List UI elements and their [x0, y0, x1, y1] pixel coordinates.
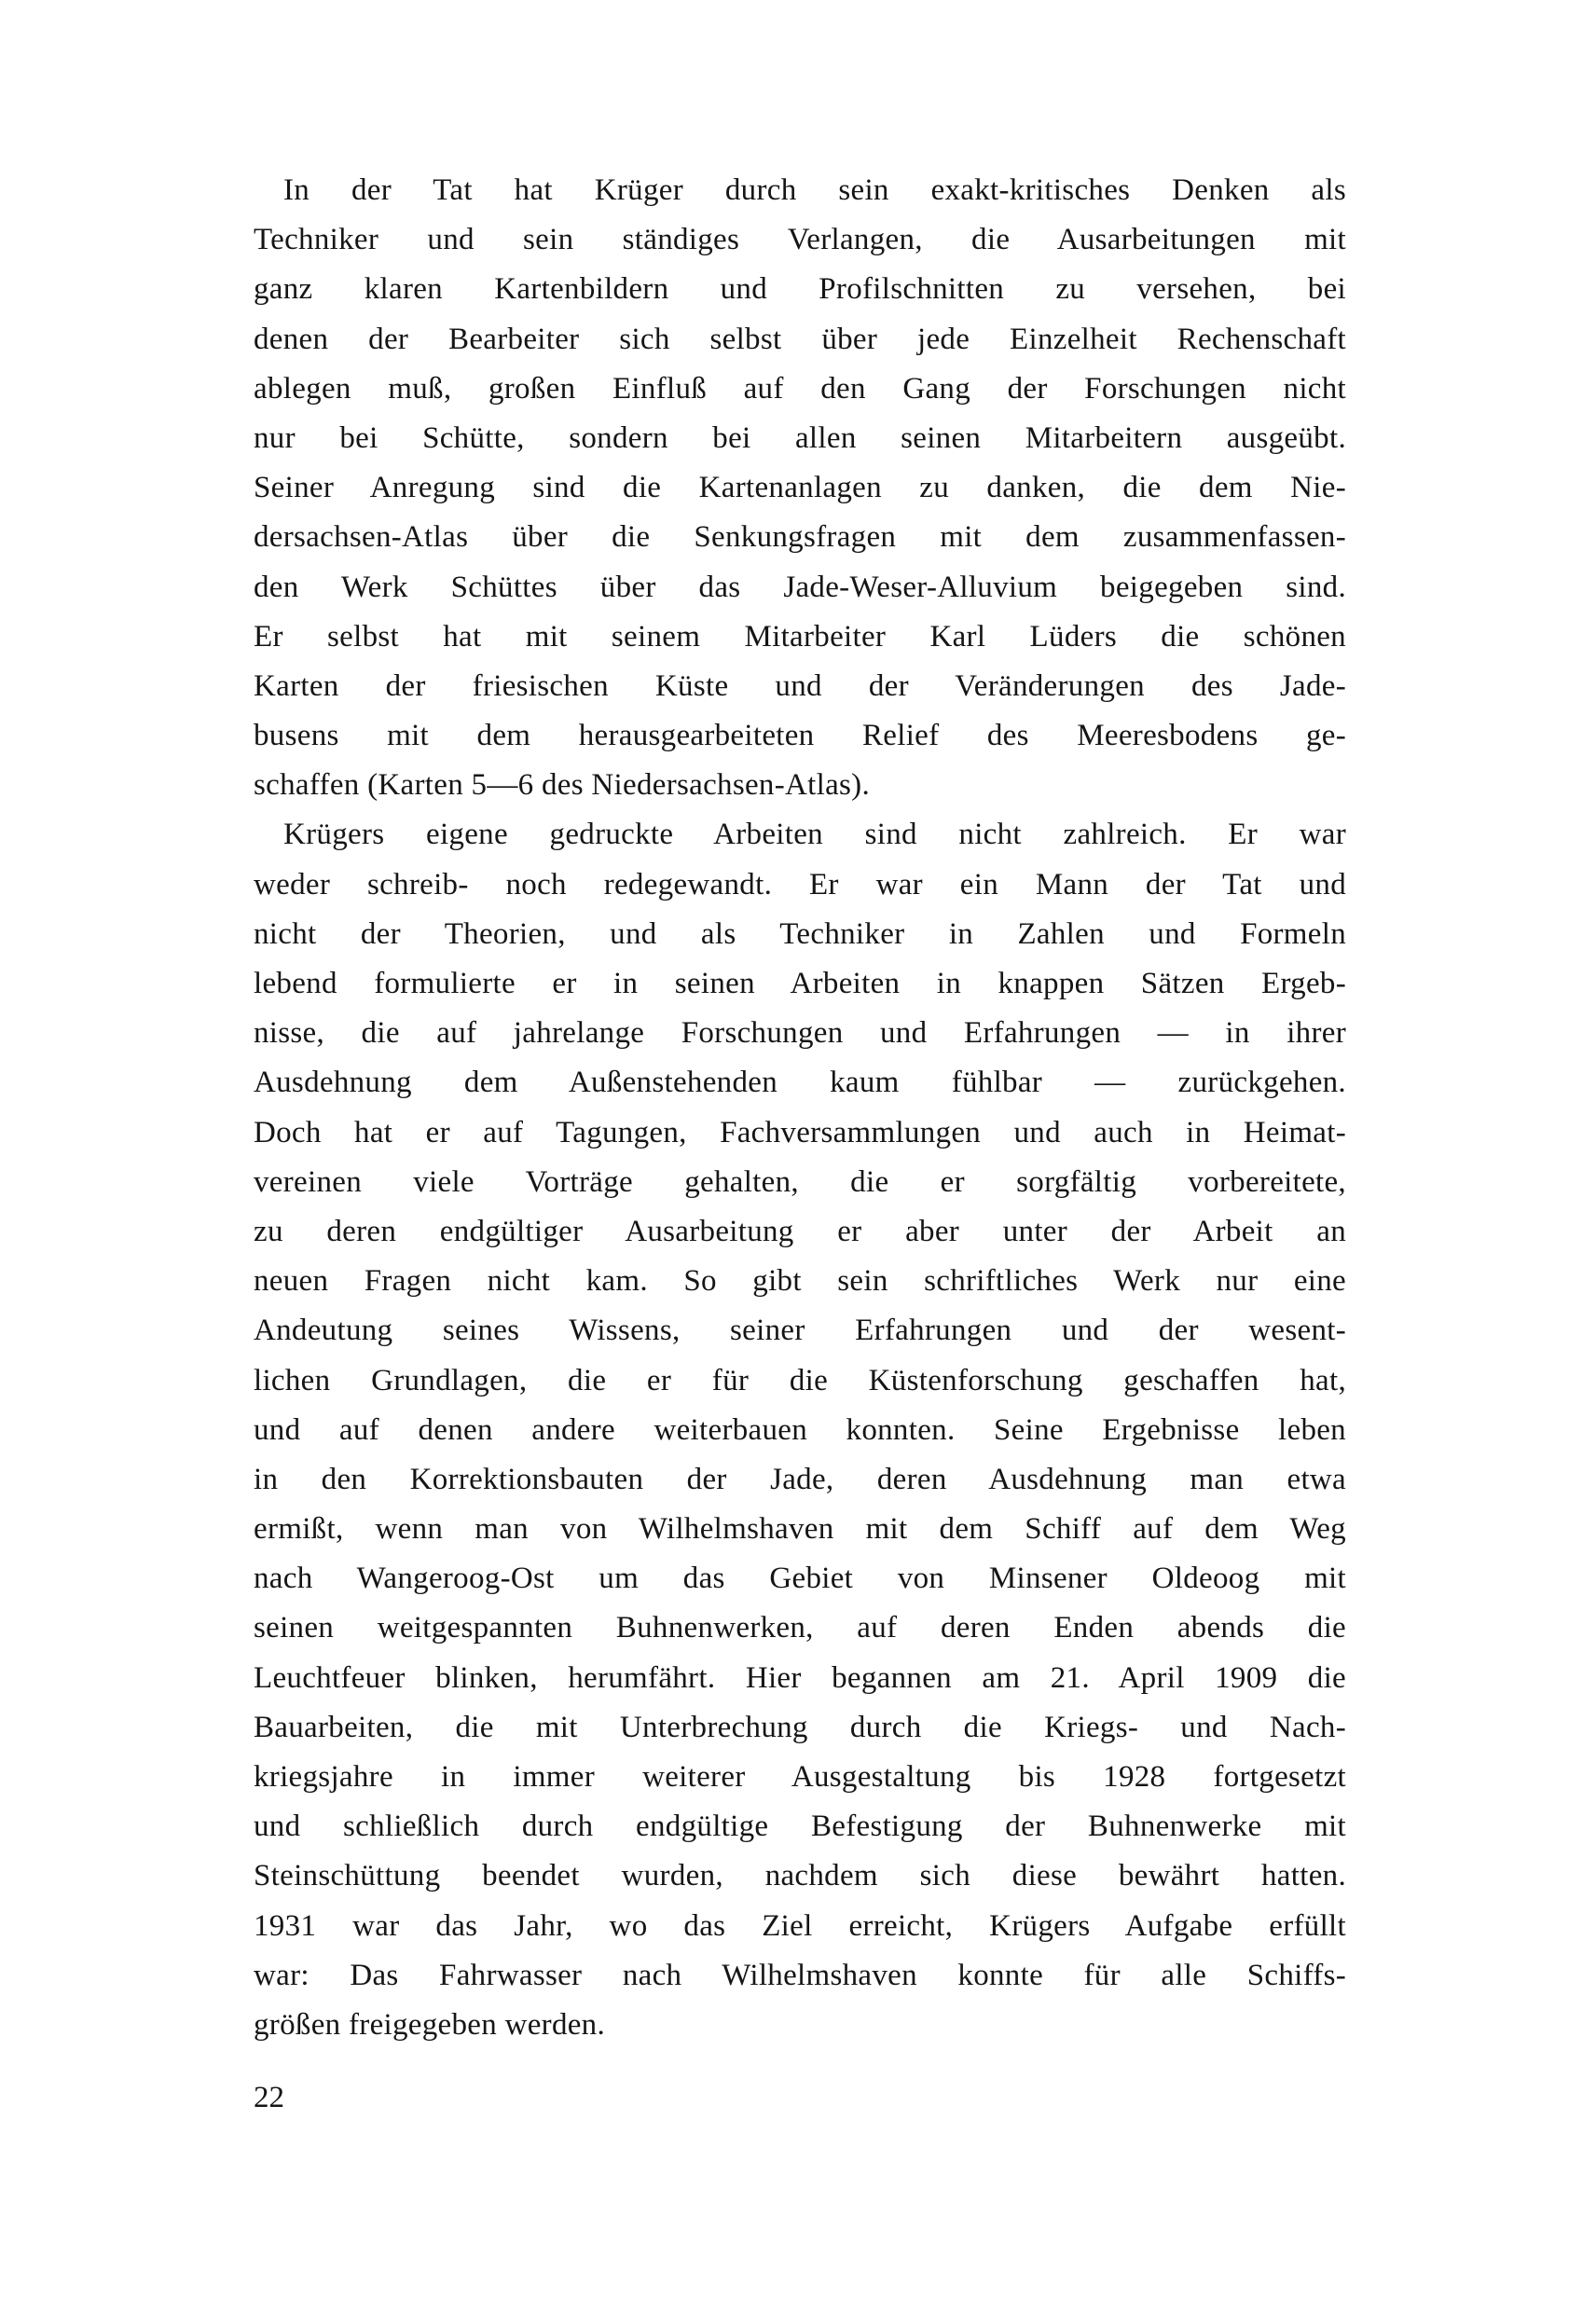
text-line: Doch hat er auf Tagungen, Fachversammlungen und auch in Heimat- [254, 1115, 1346, 1149]
text-line: busens mit dem herausgearbeiteten Relief des Meeresbodens ge- [254, 719, 1346, 753]
text-line: Leuchtfeuer blinken, herumfährt. Hier begannen am 21. April 1909 die [254, 1660, 1346, 1695]
text-line: vereinen viele Vorträge gehalten, die er sorgfältig vorbereitete, [254, 1164, 1346, 1199]
text-line: nach Wangeroog-Ost um das Gebiet von Minsener Oldeoog mit [254, 1562, 1346, 1596]
text-line: schaffen (Karten 5—6 des Niedersachsen-Atlas). [254, 768, 871, 803]
text-line: Steinschüttung beendet wurden, nachdem sich diese bewährt hatten. [254, 1859, 1346, 1893]
text-line: Krügers eigene gedruckte Arbeiten sind nicht zahlreich. Er war [283, 818, 1346, 852]
text-line: zu deren endgültiger Ausarbeitung er aber unter der Arbeit an [254, 1214, 1346, 1248]
text-line: Er selbst hat mit seinem Mitarbeiter Karl Lüders die schönen [254, 619, 1346, 654]
text-line: ablegen muß, großen Einfluß auf den Gang der Forschungen nicht [254, 371, 1346, 406]
text-line: lebend formulierte er in seinen Arbeiten in knappen Sätzen Ergeb- [254, 967, 1346, 1000]
text-line: Bauarbeiten, die mit Unterbrechung durch die Kriegs- und Nach- [254, 1710, 1346, 1744]
text-line: Seiner Anregung sind die Kartenanlagen zu danken, die dem Nie- [254, 471, 1346, 505]
text-line: nisse, die auf jahrelange Forschungen und Erfahrungen — in ihrer [254, 1016, 1346, 1051]
text-line: dersachsen-Atlas über die Senkungsfragen mit dem zusammenfassen- [254, 520, 1346, 555]
text-line: nur bei Schütte, sondern bei allen seinen Mitarbeitern ausgeübt. [254, 420, 1346, 455]
text-line: lichen Grundlagen, die er für die Küstenforschung geschaffen hat, [254, 1363, 1346, 1397]
text-line: Ausdehnung dem Außenstehenden kaum fühlbar — zurückgehen. [254, 1066, 1346, 1100]
text-line: nicht der Theorien, und als Techniker in Zahlen und Formeln [254, 916, 1346, 951]
text-line: neuen Fragen nicht kam. So gibt sein schriftliches Werk nur eine [254, 1264, 1346, 1299]
text-line: seinen weitgespannten Buhnenwerken, auf deren Enden abends die [254, 1611, 1346, 1645]
text-line: ganz klaren Kartenbildern und Profilschnitten zu versehen, bei [254, 272, 1346, 307]
text-line: weder schreib- noch redegewandt. Er war ein Mann der Tat und [254, 867, 1346, 901]
text-line: 1931 war das Jahr, wo das Ziel erreicht, Krügers Aufgabe erfüllt [254, 1908, 1346, 1943]
text-line: den Werk Schüttes über das Jade-Weser-Alluvium beigegeben sind. [254, 570, 1346, 604]
text-line: Andeutung seines Wissens, seiner Erfahrungen und der wesent- [254, 1314, 1346, 1348]
body-text [254, 166, 1346, 2050]
text-line: Techniker und sein ständiges Verlangen, die Ausarbeitungen mit [254, 223, 1346, 257]
text-line: und auf denen andere weiterbauen konnten. Seine Ergebnisse leben [254, 1412, 1346, 1447]
paragraph-2 [254, 810, 1346, 2050]
text-line: In der Tat hat Krüger durch sein exakt-kritisches Denken als [283, 173, 1346, 207]
text-line: größen freigegeben werden. [254, 2007, 606, 2042]
text-line: kriegsjahre in immer weiterer Ausgestaltung bis 1928 fortgesetzt [254, 1760, 1346, 1794]
text-line: und schließlich durch endgültige Befestigung der Buhnenwerke mit [254, 1810, 1346, 1844]
text-line: war: Das Fahrwasser nach Wilhelmshaven konnte für alle Schiffs- [254, 1958, 1346, 1992]
text-line: denen der Bearbeiter sich selbst über jede Einzelheit Rechenschaft [254, 322, 1346, 356]
text-line: in den Korrektionsbauten der Jade, deren Ausdehnung man etwa [254, 1462, 1346, 1496]
paragraph-1 [254, 166, 1346, 810]
page-number: 22 [254, 2081, 284, 2114]
text-line: Karten der friesischen Küste und der Veränderungen des Jade- [254, 668, 1346, 703]
text-line: ermißt, wenn man von Wilhelmshaven mit dem Schiff auf dem Weg [254, 1512, 1346, 1547]
